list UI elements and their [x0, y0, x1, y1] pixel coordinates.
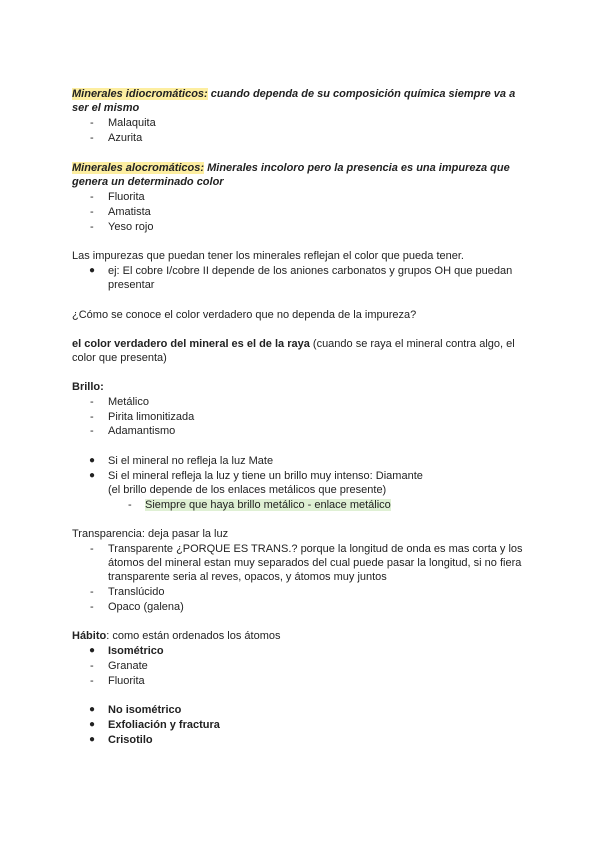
- list-item: Yeso rojo: [108, 221, 154, 233]
- habito-title: Hábito: [72, 630, 107, 642]
- dash-marker: -: [90, 601, 94, 613]
- habito-line: [72, 629, 281, 643]
- list-item: Amatista: [108, 206, 151, 218]
- idiocromaticos-heading: [72, 87, 515, 101]
- bullet-icon: ●: [89, 645, 96, 656]
- alocromaticos-desc-1: Minerales incoloro pero la presencia es una impureza que: [204, 162, 510, 174]
- raya-line-1: [72, 337, 515, 351]
- alocromaticos-title: Minerales alocromáticos:: [72, 162, 205, 174]
- dash-marker: -: [90, 191, 94, 203]
- list-item: Fluorita: [108, 191, 145, 203]
- brillo-bullet-2b: (el brillo depende de los enlaces metálicos que presente): [108, 484, 387, 496]
- dash-marker: -: [90, 206, 94, 218]
- dash-marker: -: [90, 675, 94, 687]
- transparencia-title: Transparencia: deja pasar la luz: [72, 528, 229, 540]
- list-item: Granate: [108, 660, 148, 672]
- raya-rest-2: color que presenta): [72, 352, 167, 364]
- list-item: Pirita limonitizada: [108, 411, 195, 423]
- list-item: Adamantismo: [108, 425, 176, 437]
- raya-bold: el color verdadero del mineral es el de la raya: [72, 338, 310, 350]
- dash-marker: -: [90, 411, 94, 423]
- bullet-icon: ●: [89, 704, 96, 715]
- idiocromaticos-desc-2: ser el mismo: [72, 102, 140, 114]
- list-item: Azurita: [108, 132, 143, 144]
- raya-rest-1: (cuando se raya el mineral contra algo, el: [309, 338, 515, 350]
- impurezas-bullet-1: ej: El cobre I/cobre II depende de los aniones carbonatos y grupos OH que puedan: [108, 265, 513, 277]
- dash-marker: -: [90, 586, 94, 598]
- list-item: Fluorita: [108, 675, 145, 687]
- list-item: Metálico: [108, 396, 149, 408]
- bullet-icon: ●: [89, 455, 96, 466]
- transparencia-item-2: Translúcido: [108, 586, 165, 598]
- habito-bullet-bold: No isométrico: [108, 704, 182, 716]
- brillo-bullet-1: Si el mineral no refleja la luz Mate: [108, 455, 274, 467]
- transparencia-item-1-cont: átomos del mineral estan muy separados del cual puede pasar la longitud, si no fiera: [108, 557, 522, 569]
- list-item: Malaquita: [108, 117, 156, 129]
- bullet-icon: ●: [89, 719, 96, 730]
- transparencia-item-3: Opaco (galena): [108, 601, 184, 613]
- dash-marker: -: [90, 132, 94, 144]
- habito-bullet-bold: Crisotilo: [108, 734, 153, 746]
- habito-title-rest: : como están ordenados los átomos: [106, 630, 281, 642]
- habito-isometrico: Isométrico: [108, 645, 164, 657]
- impurezas-bullet-2: presentar: [108, 279, 155, 291]
- question-text: ¿Cómo se conoce el color verdadero que no dependa de la impureza?: [72, 309, 417, 321]
- dash-marker: -: [90, 543, 94, 555]
- brillo-title: Brillo:: [72, 381, 104, 393]
- idiocromaticos-title: Minerales idiocromáticos:: [72, 88, 208, 100]
- dash-marker: -: [90, 117, 94, 129]
- brillo-sub-item: [145, 498, 391, 512]
- bullet-icon: ●: [89, 470, 96, 481]
- dash-marker: -: [90, 660, 94, 672]
- alocromaticos-heading: [72, 161, 510, 175]
- transparencia-item-1-cont: transparente seria al reves, opacos, y átomos muy juntos: [108, 571, 387, 583]
- bullet-icon: ●: [89, 734, 96, 745]
- dash-marker: -: [90, 396, 94, 408]
- dash-marker: -: [90, 425, 94, 437]
- impurezas-text: Las impurezas que puedan tener los minerales reflejan el color que pueda tener.: [72, 250, 464, 262]
- dash-marker: -: [90, 221, 94, 233]
- dash-marker: -: [128, 499, 132, 511]
- brillo-sub-text: Siempre que haya brillo metálico - enlace metálico: [145, 499, 391, 511]
- habito-bullet-bold: Exfoliación y fractura: [108, 719, 220, 731]
- brillo-bullet-2: Si el mineral refleja la luz y tiene un brillo muy intenso: Diamante: [108, 470, 423, 482]
- transparencia-item-1: Transparente ¿PORQUE ES TRANS.? porque la longitud de onda es mas corta y los: [108, 543, 523, 555]
- idiocromaticos-desc-1: cuando dependa de su composición química siempre va a: [207, 88, 516, 100]
- bullet-icon: ●: [89, 265, 96, 276]
- alocromaticos-desc-2: genera un determinado color: [72, 176, 224, 188]
